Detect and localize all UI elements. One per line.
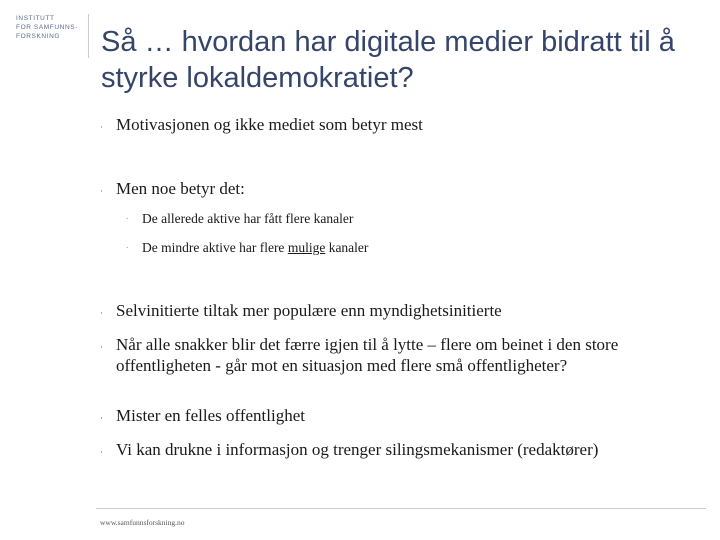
bullet-icon: · (100, 342, 103, 352)
footer-divider (96, 508, 706, 509)
bullet-text: Vi kan drukne i informasjon og trenger silingsmekanismer (redaktører) (116, 440, 599, 459)
bullet-item (100, 334, 680, 376)
logo-line-3: FORSKNING (16, 33, 61, 40)
bullet-text: Men noe betyr det: (116, 179, 245, 198)
sub-bullet-item (126, 210, 676, 228)
logo-line-1: INSTITUTT (16, 15, 55, 22)
logo-line-2: FOR SAMFUNNS- (16, 24, 78, 31)
bullet-icon: · (100, 447, 103, 457)
sub-bullet-item (126, 239, 676, 257)
footer-url[interactable]: www.samfunnsforskning.no (100, 518, 185, 527)
sub-bullet-text: De allerede aktive har fått flere kanaler (142, 211, 354, 226)
sub-bullet-text-pre: De mindre aktive har flere (142, 240, 288, 255)
slide-title: Så … hvordan har digitale medier bidratt til å styrke lokaldemokratiet? (101, 26, 675, 94)
sub-bullet-text (142, 239, 676, 257)
bullet-item (100, 114, 680, 138)
bullet-icon: · (126, 215, 129, 223)
bullet-icon: · (100, 186, 103, 196)
bullet-text: Når alle snakker blir det færre igjen til å lytte – flere om beinet i den store offentligheten - går mot en situasjon med flere små offentligheter? (116, 335, 619, 375)
bullet-icon: · (126, 244, 129, 252)
sub-bullet-text-post: kanaler (325, 240, 369, 255)
bullet-icon: · (100, 122, 103, 132)
bullet-item (100, 405, 680, 429)
bullet-text: Motivasjonen og ikke mediet som betyr mest (116, 115, 423, 134)
bullet-text: Selvinitierte tiltak mer populære enn myndighetsinitierte (116, 301, 502, 320)
bullet-item (100, 178, 680, 202)
bullet-icon: · (100, 308, 103, 318)
bullet-text: Mister en felles offentlighet (116, 406, 305, 425)
bullet-icon: · (100, 413, 103, 423)
bullet-item (100, 300, 680, 324)
sub-bullet-text-underlined: mulige (287, 240, 326, 255)
institute-logo (16, 14, 89, 58)
bullet-item (100, 439, 680, 463)
